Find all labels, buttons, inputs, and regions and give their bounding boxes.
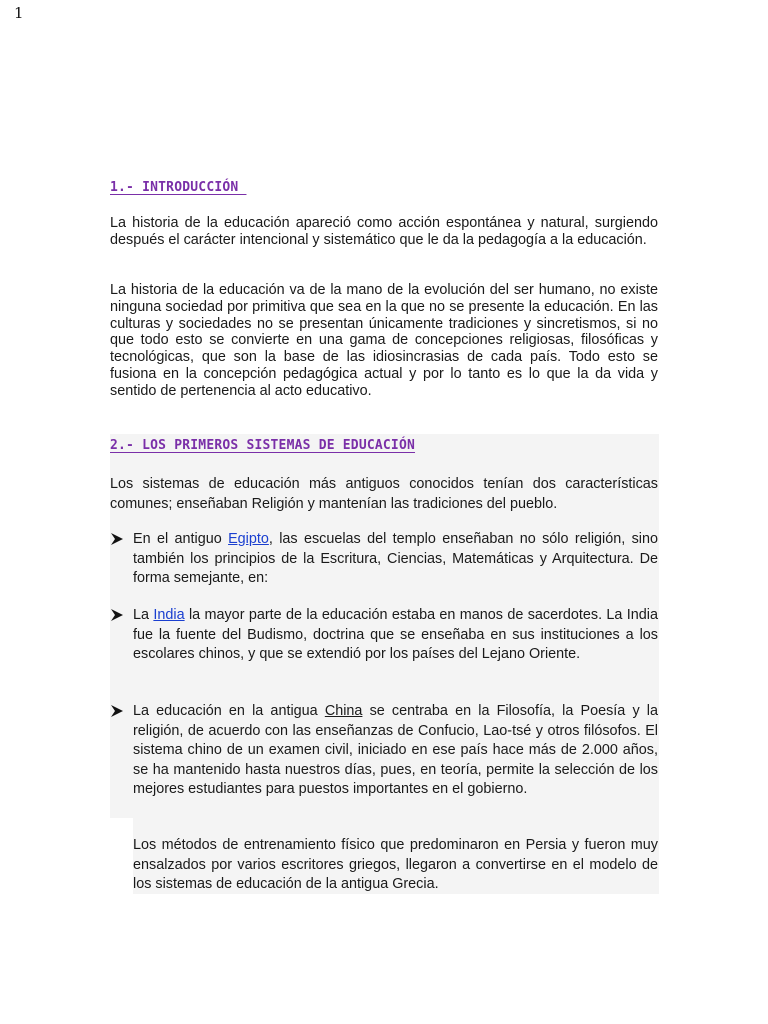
bullet-text — [133, 530, 658, 589]
intro-paragraph-1: La historia de la educación apareció como acción espontánea y natural, surgiendo después el carácter intencional y sistemático que le da la pedagogía a la educación. — [110, 215, 658, 248]
bullet-text-after: la mayor parte de la educación estaba en manos de sacerdotes. La India fue la fuente del Budismo, doctrina que se enseñaba en sus instituciones a los escolares chinos, y que se extendió por los países del Lejano Oriente. — [133, 607, 658, 662]
bullet-text-before: La — [133, 607, 154, 623]
arrowhead-bullet-icon — [110, 532, 124, 546]
bullet-item-india — [110, 606, 658, 665]
bullet-text — [133, 702, 658, 800]
link-india[interactable]: India — [153, 607, 185, 623]
link-egipto[interactable]: Egipto — [228, 531, 269, 547]
bullet-text — [133, 606, 658, 665]
section2-intro-paragraph: Los sistemas de educación más antiguos conocidos tenían dos características comunes; enseñaban Religión y mantenían las tradiciones del pueblo. — [110, 476, 658, 512]
section-heading-primeros-sistemas: 2.- LOS PRIMEROS SISTEMAS DE EDUCACIÓN — [110, 438, 416, 453]
section-heading-introduccion: 1.- INTRODUCCIÓN — [110, 180, 247, 195]
bullet-text-before: En el antiguo — [133, 531, 229, 547]
bullet-text-after: se centraba en la Filosofía, la Poesía y la religión, de acuerdo con las enseñanzas de Confucio, Lao-tsé y otros filósofos. El sistema chino de un examen civil, iniciado en ese país hace más de 2.000 años, se ha mantenido hasta nuestros días, pues, en teoría, permite la selección de los mejores estudiantes para puestos importantes en el gobierno. — [133, 703, 658, 797]
bullet-item-egipto — [110, 530, 658, 589]
page-number: 1 — [14, 4, 24, 22]
arrowhead-bullet-icon — [110, 704, 124, 718]
bullet-item-china — [110, 702, 658, 800]
arrowhead-bullet-icon — [110, 608, 124, 622]
bullet-text-before: La educación en la antigua — [133, 703, 325, 719]
intro-paragraph-2: La historia de la educación va de la mano de la evolución del ser humano, no existe ninguna sociedad por primitiva que sea en la que no se presente la educación. En las culturas y sociedades no se presentan únicamente tradiciones y sincretismos, si no que todo esto se convierte en una gama de concepciones religiosas, filosóficas y tecnológicas, que son la base de las idiosincrasias de cada país. Todo esto se fusiona en la concepción pedagógica actual y por lo tanto es lo que la da vida y sentido de pertenencia al acto educativo. — [110, 282, 658, 399]
closing-paragraph: Los métodos de entrenamiento físico que predominaron en Persia y fueron muy ensalzados por varios escritores griegos, llegaron a convertirse en el modelo de los sistemas de educación de la antigua Grecia. — [133, 837, 658, 892]
bullet-text-after: , las escuelas del templo enseñaban no sólo religión, sino también los principios de la Escritura, Ciencias, Matemáticas y Arquitectura. De forma semejante, en: — [133, 531, 658, 586]
link-china[interactable]: China — [324, 703, 363, 719]
